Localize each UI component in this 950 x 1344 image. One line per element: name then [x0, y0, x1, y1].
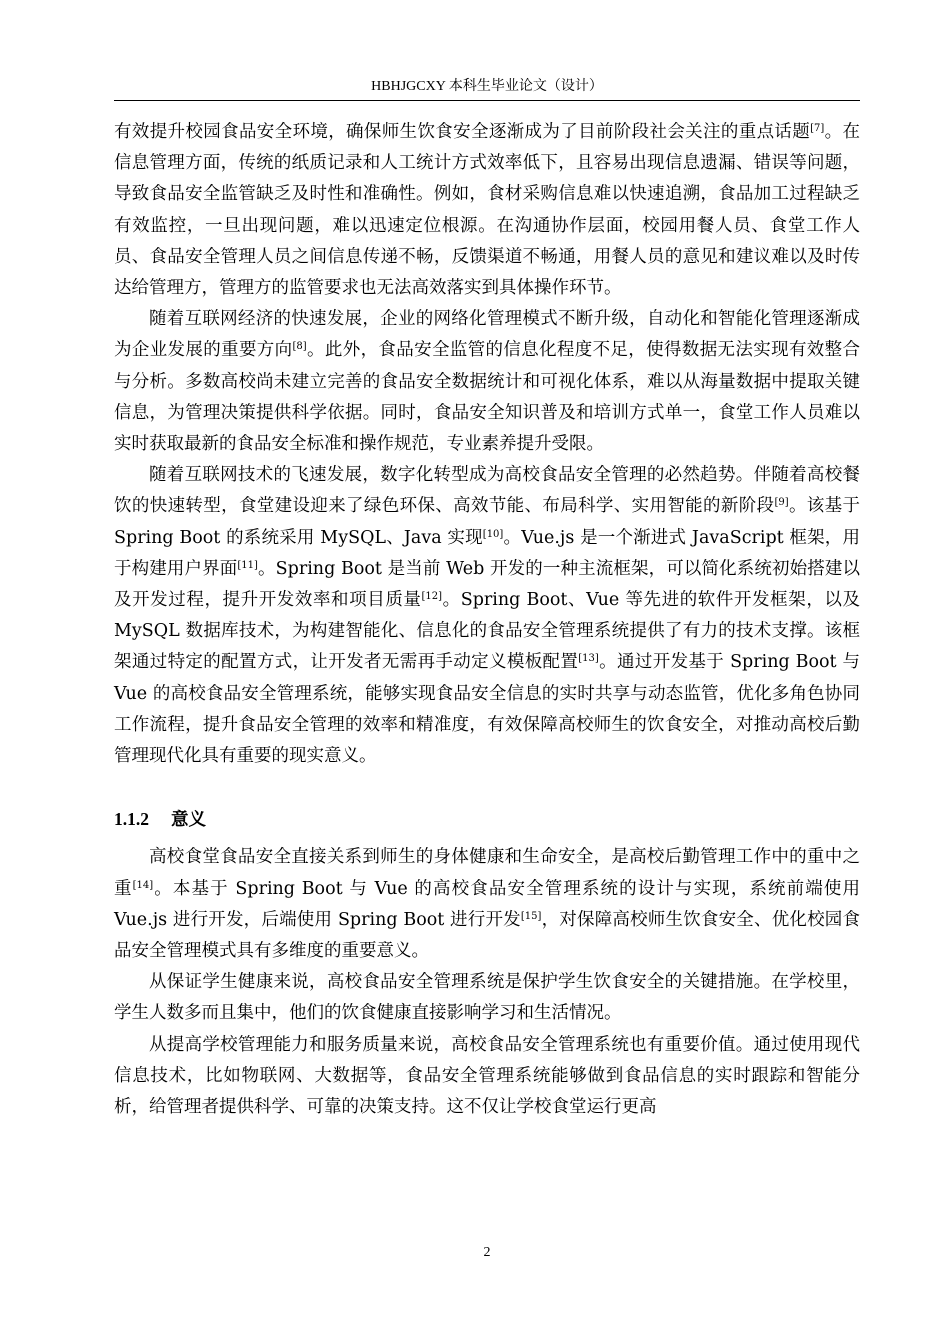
page-number: 2 — [483, 1245, 491, 1260]
citation-ref: [8] — [292, 341, 307, 353]
paragraph-text: 。此外，食品安全监管的信息化程度不足，使得数据无法实现有效整合与分析。多数高校尚未建立完善的食品安全数据统计和可视化体系，难以从海量数据中提取关键信息，为管理决策提供科学依据。同时，食品安全知识普及和培训方式单一，食堂工作人员难以实时获取最新的食品安全标准和操作规范，专业素养提升受限。 — [114, 340, 861, 455]
page-header: HBHJGCXY 本科生毕业论文（设计） — [371, 79, 603, 94]
paragraphs-after-heading — [114, 842, 860, 1123]
paragraph — [114, 460, 860, 772]
paragraph — [114, 117, 860, 304]
section-number: 1.1.2 — [114, 809, 149, 830]
paragraph-text: 。Spring Boot、Vue 等先进的软件开发框架，以及 MySQL 数据库技术，为构建智能化、信息化的食品安全管理系统提供了有力的技术支撑。该框架通过特定的配置方式，让开发者无需再手动定义模板配置 — [114, 590, 860, 673]
paragraph-text: 有效提升校园食品安全环境，确保师生饮食安全逐渐成为了目前阶段社会关注的重点话题 — [114, 122, 811, 142]
citation-ref: [7] — [810, 123, 825, 134]
citation-ref: [11] — [237, 559, 258, 571]
citation-ref: [13] — [578, 653, 599, 665]
heading-spacer — [114, 772, 860, 804]
citation-ref: [9] — [774, 497, 789, 509]
paragraph-text: 随着互联网技术的飞速发展，数字化转型成为高校食品安全管理的必然趋势。伴随着高校餐饮的快速转型，食堂建设迎来了绿色环保、高效节能、布局科学、实用智能的新阶段 — [114, 465, 860, 517]
section-heading — [114, 804, 860, 836]
paragraphs-before-heading — [114, 117, 860, 772]
paragraph — [114, 1030, 860, 1124]
paragraph-text: 。该基于 Spring Boot 的系统采用 MySQL、Java 实现 — [114, 496, 861, 548]
paragraph — [114, 967, 860, 1029]
citation-ref: [10] — [482, 528, 504, 540]
citation-ref: [14] — [132, 879, 154, 891]
paragraph-text: 。Vue.js 是一个渐进式 JavaScript 框架，用于构建用户界面 — [114, 527, 860, 579]
paragraph-text: 。Spring Boot 是当前 Web 开发的一种主流框架，可以简化系统初始搭建以及开发过程，提升开发效率和项目质量 — [114, 558, 860, 611]
paragraph-text: 。通过开发基于 Spring Boot 与 Vue 的高校食品安全管理系统，能够实现食品安全信息的实时共享与动态监管，优化多角色协同工作流程，提升食品安全管理的效率和精准度，有效保障高校师生的饮食安全，对推动高校后勤管理现代化具有重要的现实意义。 — [114, 652, 860, 767]
paragraph-text: 从提高学校管理能力和服务质量来说，高校食品安全管理系统也有重要价值。通过使用现代信息技术，比如物联网、大数据等，食品安全管理系统能够做到食品信息的实时跟踪和智能分析，给管理者提供科学、可靠的决策支持。这不仅让学校食堂运行更高 — [114, 1034, 860, 1118]
header-divider — [114, 100, 860, 101]
paragraph-text: 从保证学生健康来说，高校食品安全管理系统是保护学生饮食安全的关键措施。在学校里，学生人数多而且集中，他们的饮食健康直接影响学习和生活情况。 — [114, 972, 860, 1024]
paragraph-text: 高校食堂食品安全直接关系到师生的身体健康和生命安全，是高校后勤管理工作中的重中之重 — [114, 847, 860, 899]
paragraph-text: 随着互联网经济的快速发展，企业的网络化管理模式不断升级，自动化和智能化管理逐渐成为企业发展的重要方向 — [114, 309, 860, 361]
paragraph-text: 。在信息管理方面，传统的纸质记录和人工统计方式效率低下，且容易出现信息遗漏、错误等问题，导致食品安全监管缺乏及时性和准确性。例如，食材采购信息难以快速追溯，食品加工过程缺乏有效监控，一旦出现问题，难以迅速定位根源。在沟通协作层面，校园用餐人员、食堂工作人员、食品安全管理人员之间信息传递不畅，反馈渠道不畅通，用餐人员的意见和建议难以及时传达给管理方，管理方的监管要求也无法高效落实到具体操作环节。 — [114, 122, 861, 299]
paragraph-text: ，对保障高校师生饮食安全、优化校园食品安全管理模式具有多维度的重要意义。 — [114, 909, 860, 962]
paragraph — [114, 304, 860, 460]
section-title: 意义 — [171, 810, 206, 831]
citation-ref: [12] — [421, 591, 443, 603]
citation-ref: [15] — [520, 910, 542, 922]
paragraph-text: 。本基于 Spring Boot 与 Vue 的高校食品安全管理系统的设计与实现，系统前端使用 Vue.js 进行开发，后端使用 Spring Boot 进行开发 — [114, 878, 860, 930]
body-text — [114, 117, 860, 1123]
paragraph — [114, 842, 860, 967]
